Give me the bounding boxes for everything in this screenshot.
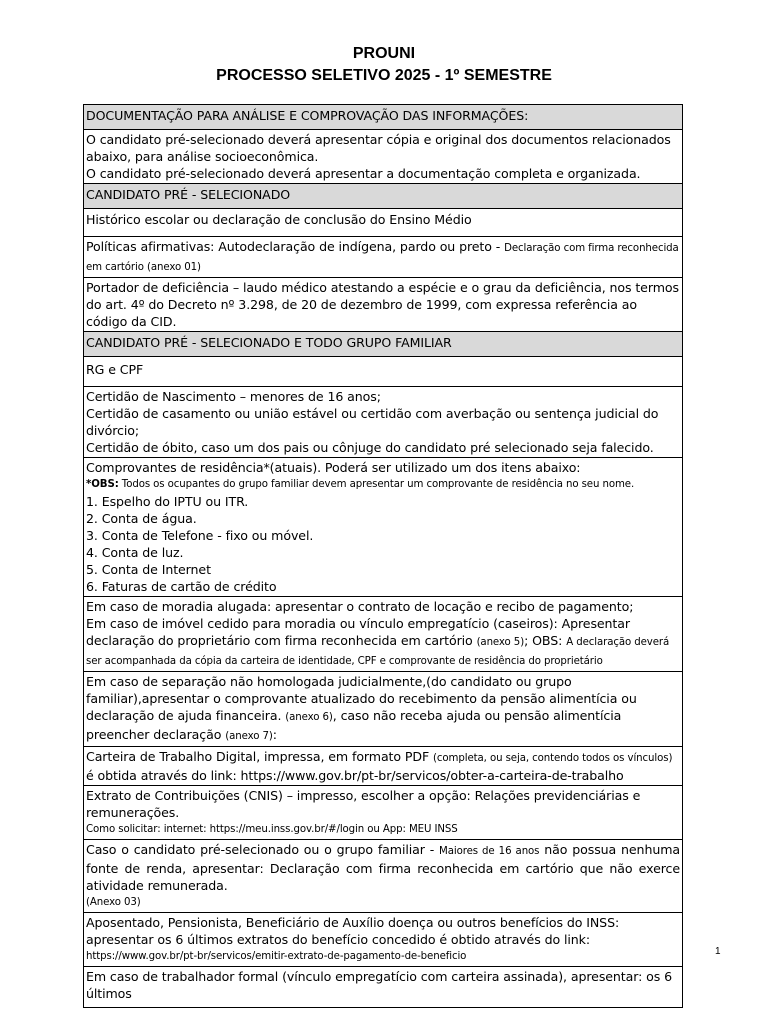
section-header-grupo-familiar: CANDIDATO PRÉ - SELECIONADO E TODO GRUPO FAMILIAR <box>84 332 683 357</box>
cnis-howto: Como solicitar: internet: https://meu.inss.gov.br/#/login ou App: MEU INSS <box>86 824 458 835</box>
section-header-candidato: CANDIDATO PRÉ - SELECIONADO <box>84 184 683 209</box>
sem-renda-text <box>86 841 680 894</box>
document-title: PROUNI <box>352 45 416 62</box>
residencia-obs <box>86 476 680 493</box>
obs-label: *OBS: <box>86 479 119 490</box>
deficiencia-cell: Portador de deficiência – laudo médico atestando a espécie e o grau da deficiência, nos termos do art. 4º do Decreto nº 3.298, de 20 de dezembro de 1999, com expressa referência ao código da CID. <box>84 278 683 332</box>
separacao-text: Em caso de separação não homologada judicialmente,(do candidato ou grupo familiar),apresentar o comprovante atualizado do recebimento da pensão alimentícia ou declaração de ajuda financeira. <box>86 674 637 723</box>
ctps-text: Carteira de Trabalho Digital, impressa, em formato PDF <box>86 749 434 764</box>
table-row <box>84 357 683 387</box>
table-row <box>84 840 683 913</box>
aposentado-text: Aposentado, Pensionista, Beneficiário de Auxílio doença ou outros benefícios do INSS: apresentar os 6 últimos extratos do benefício concedido é obtido através do link: <box>86 915 620 947</box>
moradia-cell <box>84 597 683 672</box>
intro-line: O candidato pré-selecionado deverá apresentar a documentação completa e organizada. <box>86 166 641 181</box>
imovel-cedido-obs-text: A declaração deverá ser acompanhada da cópia da carteira de identidade, CPF e comprovante de residência do proprietário <box>86 637 670 667</box>
politicas-note: Declaração com firma reconhecida em cartório (anexo 01) <box>86 243 679 273</box>
residencia-title: Comprovantes de residência*(atuais). Poderá ser utilizado um dos itens abaixo: <box>86 460 581 475</box>
politicas-cell <box>84 237 683 278</box>
cnis-cell <box>84 786 683 840</box>
document-subtitle: PROCESSO SELETIVO 2025 - 1º SEMESTRE <box>216 67 552 84</box>
page-number: 1 <box>715 946 721 957</box>
sem-renda-main: Caso o candidato pré-selecionado ou o grupo familiar - <box>86 842 440 857</box>
residencia-cell <box>84 458 683 597</box>
table-row <box>84 672 683 747</box>
residencia-item: 2. Conta de água. <box>86 511 197 526</box>
rg-cpf-cell: RG e CPF <box>84 357 683 387</box>
certidao-obito: Certidão de óbito, caso um dos pais ou cônjuge do candidato pré selecionado seja falecido. <box>86 440 654 455</box>
residencia-item: 6. Faturas de cartão de crédito <box>86 579 277 594</box>
table-row <box>84 747 683 786</box>
imovel-cedido-anexo: (anexo 5) <box>476 637 525 648</box>
section-header-documentacao: DOCUMENTAÇÃO PARA ANÁLISE E COMPROVAÇÃO DAS INFORMAÇÕES: <box>84 105 683 130</box>
ctps-note: (completa, ou seja, contendo todos os vínculos) <box>433 753 673 764</box>
moradia-alugada: Em caso de moradia alugada: apresentar o contrato de locação e recibo de pagamento; <box>86 599 634 614</box>
separacao-mid: , caso não receba ajuda ou pensão alimentícia preencher declaração <box>86 708 622 742</box>
residencia-item: 1. Espelho do IPTU ou ITR. <box>86 494 249 509</box>
sem-renda-anexo: (Anexo 03) <box>86 897 141 908</box>
certidao-casamento: Certidão de casamento ou união estável ou certidão com averbação ou sentença judicial do divórcio; <box>86 406 659 438</box>
aposentado-cell <box>84 913 683 967</box>
aposentado-link: https://www.gov.br/pt-br/servicos/emitir-extrato-de-pagamento-de-beneficio <box>86 951 467 962</box>
sem-renda-age: Maiores de 16 anos <box>439 846 540 857</box>
certidoes-cell <box>84 387 683 458</box>
certidao-nascimento: Certidão de Nascimento – menores de 16 anos; <box>86 389 381 404</box>
table-row <box>84 130 683 184</box>
table-row <box>84 278 683 332</box>
imovel-cedido-text: Em caso de imóvel cedido para moradia ou vínculo empregatício (caseiros): Apresentar declaração do proprietário com firma reconhecida em cartório <box>86 616 630 648</box>
sem-renda-end: não possua nenhuma fonte de renda, apresentar: Declaração com firma reconhecida em cartório que não exerce atividade remunerada. <box>86 842 680 893</box>
ctps-cell <box>84 747 683 786</box>
table-row <box>84 184 683 209</box>
table-row <box>84 786 683 840</box>
separacao-end: : <box>272 727 277 742</box>
table-row <box>84 458 683 597</box>
intro-line: O candidato pré-selecionado deverá apresentar cópia e original dos documentos relacionados abaixo, para análise socioeconômica. <box>86 132 671 164</box>
residencia-item: 5. Conta de Internet <box>86 562 211 577</box>
table-row <box>84 387 683 458</box>
cnis-text: Extrato de Contribuições (CNIS) – impresso, escolher a opção: Relações previdenciárias e remunerações. <box>86 788 641 820</box>
trabalhador-formal-cell: Em caso de trabalhador formal (vínculo empregatício com carteira assinada), apresentar: os 6 últimos <box>84 967 683 1008</box>
table-row <box>84 913 683 967</box>
residencia-item: 3. Conta de Telefone - fixo ou móvel. <box>86 528 314 543</box>
ctps-link-text: é obtida através do link: https://www.gov.br/pt-br/servicos/obter-a-carteira-de-trabalho <box>86 768 624 783</box>
table-row <box>84 105 683 130</box>
separacao-anexo7: (anexo 7) <box>225 731 273 742</box>
table-row <box>84 597 683 672</box>
imovel-cedido <box>86 615 680 670</box>
table-row <box>84 332 683 357</box>
imovel-cedido-obs: ; OBS: <box>524 633 567 648</box>
obs-text: Todos os ocupantes do grupo familiar devem apresentar um comprovante de residência no seu nome. <box>118 479 635 490</box>
separacao-anexo6: (anexo 6) <box>285 712 333 723</box>
intro-cell <box>84 130 683 184</box>
historico-cell: Histórico escolar ou declaração de conclusão do Ensino Médio <box>84 209 683 237</box>
table-row <box>84 237 683 278</box>
residencia-item: 4. Conta de luz. <box>86 545 184 560</box>
politicas-text: Políticas afirmativas: Autodeclaração de indígena, pardo ou preto - <box>86 239 505 254</box>
sem-renda-cell <box>84 840 683 913</box>
table-row <box>84 209 683 237</box>
separacao-cell <box>84 672 683 747</box>
documents-table <box>83 104 683 1008</box>
table-row <box>84 967 683 1008</box>
